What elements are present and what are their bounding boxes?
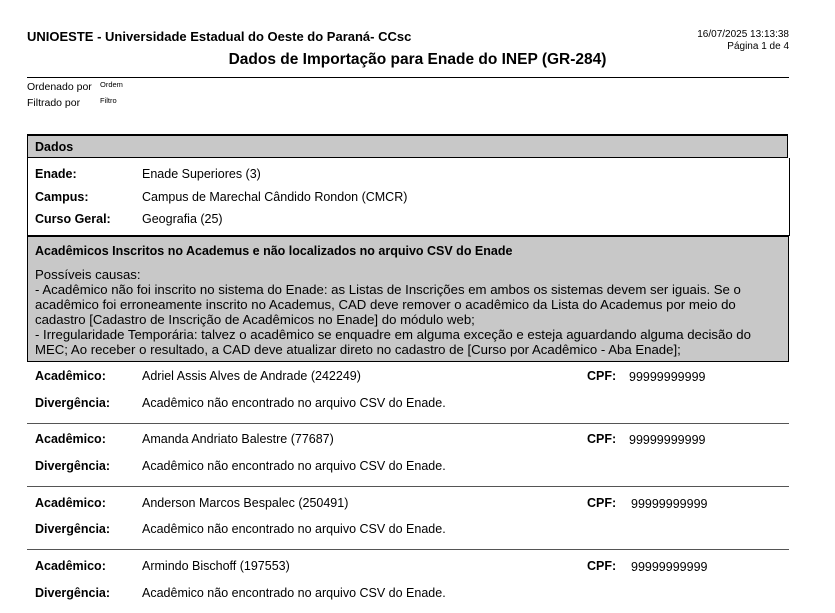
academico-label: Acadêmico: bbox=[35, 496, 106, 510]
cpf-value: 99999999999 bbox=[631, 560, 708, 574]
row-divider bbox=[27, 423, 789, 424]
dados-section-title: Dados bbox=[35, 140, 74, 154]
divergence-text: Acadêmico não encontrado no arquivo CSV do Enade. bbox=[142, 586, 446, 600]
cpf-label: CPF: bbox=[587, 496, 617, 510]
notice-title: Acadêmicos Inscritos no Academus e não localizados no arquivo CSV do Enade bbox=[35, 244, 513, 258]
notice-box bbox=[27, 236, 789, 362]
page-indicator: Página 1 de 4 bbox=[727, 41, 789, 52]
dados-section-body bbox=[27, 158, 790, 236]
enade-label: Enade: bbox=[35, 167, 77, 181]
divergencia-label: Divergência: bbox=[35, 586, 111, 600]
cpf-label: CPF: bbox=[587, 432, 617, 446]
report-datetime: 16/07/2025 13:13:38 bbox=[697, 29, 789, 40]
student-name: Adriel Assis Alves de Andrade (242249) bbox=[142, 369, 361, 383]
student-name: Armindo Bischoff (197553) bbox=[142, 559, 290, 573]
divergence-text: Acadêmico não encontrado no arquivo CSV do Enade. bbox=[142, 396, 446, 410]
cpf-value: 99999999999 bbox=[629, 370, 706, 384]
header-divider bbox=[27, 77, 789, 78]
divergence-text: Acadêmico não encontrado no arquivo CSV do Enade. bbox=[142, 522, 446, 536]
cpf-label: CPF: bbox=[587, 369, 617, 383]
ordered-by-label: Ordenado por bbox=[27, 81, 92, 93]
dados-section-header bbox=[27, 134, 788, 158]
campus-value: Campus de Marechal Cândido Rondon (CMCR) bbox=[142, 190, 408, 204]
row-divider bbox=[27, 549, 789, 550]
cpf-value: 99999999999 bbox=[629, 433, 706, 447]
campus-label: Campus: bbox=[35, 190, 89, 204]
divergence-text: Acadêmico não encontrado no arquivo CSV do Enade. bbox=[142, 459, 446, 473]
academico-label: Acadêmico: bbox=[35, 559, 106, 573]
divergencia-label: Divergência: bbox=[35, 396, 111, 410]
filtered-by-label: Filtrado por bbox=[27, 97, 81, 109]
enade-value: Enade Superiores (3) bbox=[142, 167, 261, 181]
ordered-by-value: Ordem bbox=[100, 80, 123, 89]
row-divider bbox=[27, 486, 789, 487]
student-name: Anderson Marcos Bespalec (250491) bbox=[142, 496, 349, 510]
academico-label: Acadêmico: bbox=[35, 432, 106, 446]
filtered-by-value: Filtro bbox=[100, 96, 117, 105]
report-title: Dados de Importação para Enade do INEP (GR-284) bbox=[228, 51, 607, 68]
curso-label: Curso Geral: bbox=[35, 212, 111, 226]
curso-value: Geografia (25) bbox=[142, 212, 223, 226]
divergencia-label: Divergência: bbox=[35, 522, 111, 536]
divergencia-label: Divergência: bbox=[35, 459, 111, 473]
cpf-value: 99999999999 bbox=[631, 497, 708, 511]
academico-label: Acadêmico: bbox=[35, 369, 106, 383]
report-datetime-block bbox=[697, 29, 789, 53]
notice-body: Possíveis causas: - Acadêmico não foi inscrito no sistema do Enade: as Listas de Inscrições em ambos os sistemas devem ser iguais. Se o acadêmico foi erroneamente inscrito no Academus, CAD deve remover o acadêmico da Lista do Academus por meio do cadastro [Cadastro de Inscrição de Acadêmicos no Enade] do módulo web; - Irregularidade Temporária: talvez o acadêmico se enquadre em alguma exceção e esteja aguardando alguma decisão do MEC; Ao receber o resultado, a CAD deve atualizar direto no cadastro de [Curso por Acadêmico - Aba Enade]; bbox=[35, 267, 751, 357]
institution-name: UNIOESTE - Universidade Estadual do Oeste do Paraná- CCsc bbox=[27, 29, 412, 44]
student-name: Amanda Andriato Balestre (77687) bbox=[142, 432, 334, 446]
cpf-label: CPF: bbox=[587, 559, 617, 573]
